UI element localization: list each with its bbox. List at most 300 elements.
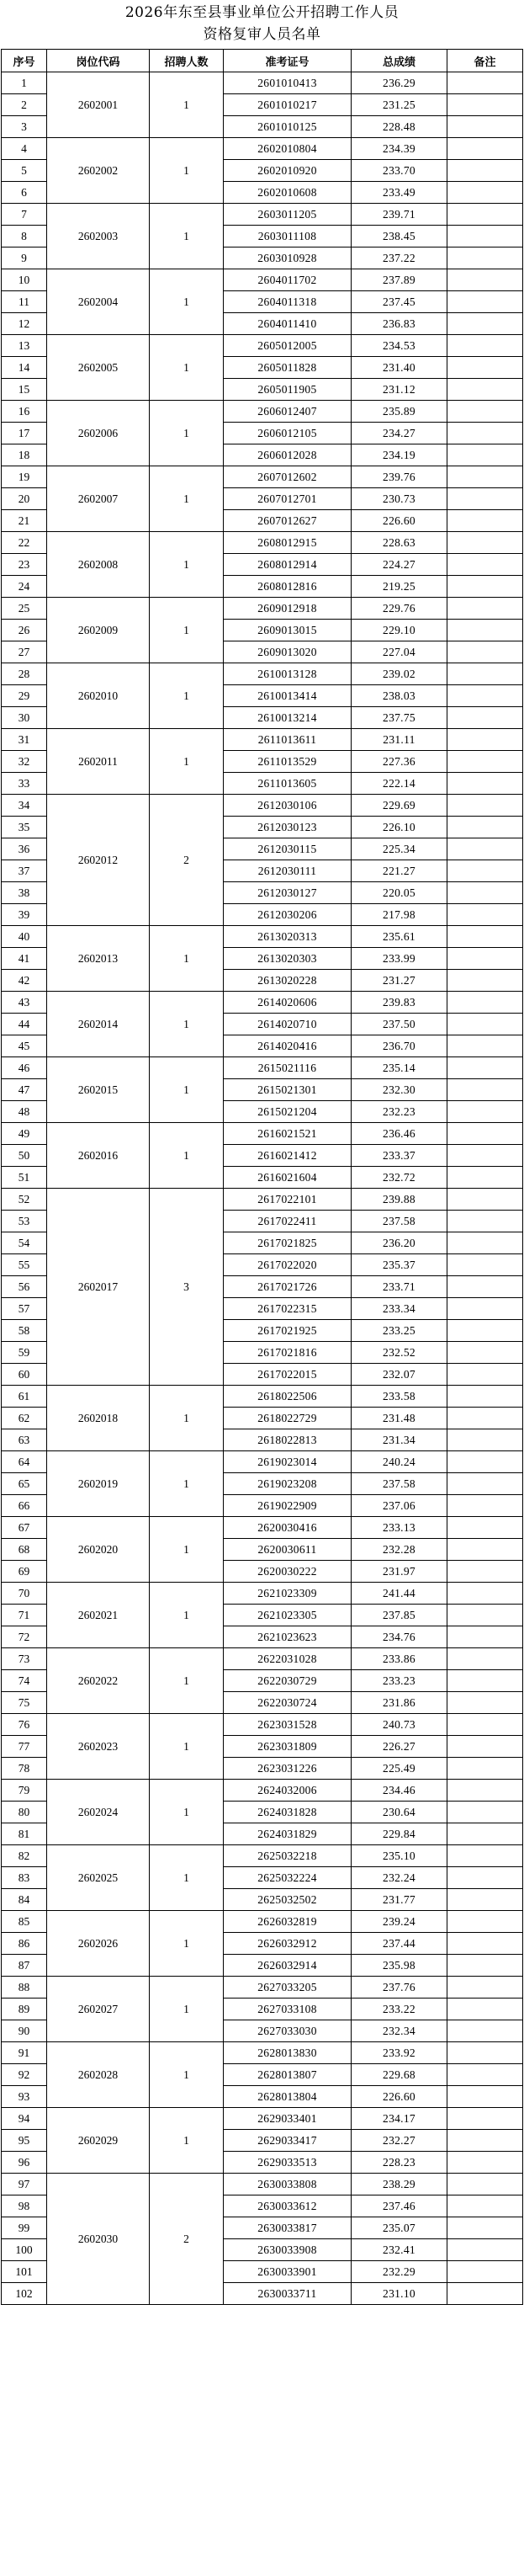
cell-remarks — [447, 247, 523, 269]
cell-total-score: 236.20 — [352, 1232, 447, 1254]
cell-total-score: 227.04 — [352, 641, 447, 663]
cell-total-score: 232.41 — [352, 2239, 447, 2261]
cell-seq: 14 — [2, 357, 47, 379]
cell-seq: 35 — [2, 817, 47, 838]
cell-total-score: 233.22 — [352, 1999, 447, 2020]
cell-exam-id: 2627033205 — [224, 1977, 352, 1999]
cell-exam-id: 2612030115 — [224, 838, 352, 860]
cell-exam-id: 2621023305 — [224, 1605, 352, 1626]
cell-seq: 28 — [2, 663, 47, 685]
cell-seq: 81 — [2, 1823, 47, 1845]
cell-seq: 20 — [2, 488, 47, 510]
cell-remarks — [447, 882, 523, 904]
cell-post-code: 2602029 — [47, 2108, 150, 2174]
cell-quota: 3 — [150, 1189, 224, 1386]
cell-exam-id: 2622031028 — [224, 1648, 352, 1670]
cell-seq: 18 — [2, 444, 47, 466]
cell-exam-id: 2603011108 — [224, 226, 352, 247]
cell-seq: 31 — [2, 729, 47, 751]
cell-remarks — [447, 1626, 523, 1648]
cell-total-score: 231.40 — [352, 357, 447, 379]
cell-seq: 22 — [2, 532, 47, 554]
cell-post-code: 2602004 — [47, 269, 150, 335]
cell-total-score: 222.14 — [352, 773, 447, 795]
cell-seq: 29 — [2, 685, 47, 707]
cell-total-score: 231.12 — [352, 379, 447, 401]
cell-total-score: 235.07 — [352, 2217, 447, 2239]
cell-remarks — [447, 970, 523, 992]
cell-remarks — [447, 1101, 523, 1123]
table-header-row — [2, 50, 523, 72]
cell-remarks — [447, 1561, 523, 1583]
cell-seq: 37 — [2, 860, 47, 882]
cell-post-code: 2602017 — [47, 1189, 150, 1386]
cell-total-score: 225.49 — [352, 1758, 447, 1780]
cell-total-score: 240.73 — [352, 1714, 447, 1736]
cell-seq: 93 — [2, 2086, 47, 2108]
cell-total-score: 241.44 — [352, 1583, 447, 1605]
cell-seq: 65 — [2, 1473, 47, 1495]
cell-exam-id: 2630033908 — [224, 2239, 352, 2261]
cell-total-score: 231.86 — [352, 1692, 447, 1714]
cell-remarks — [447, 2174, 523, 2195]
cell-exam-id: 2608012914 — [224, 554, 352, 576]
cell-exam-id: 2601010125 — [224, 116, 352, 138]
cell-remarks — [447, 2195, 523, 2217]
cell-total-score: 232.34 — [352, 2020, 447, 2042]
cell-total-score: 235.98 — [352, 1955, 447, 1977]
cell-total-score: 237.75 — [352, 707, 447, 729]
cell-seq: 102 — [2, 2283, 47, 2305]
cell-total-score: 229.84 — [352, 1823, 447, 1845]
table-row — [2, 1451, 523, 1473]
cell-total-score: 234.76 — [352, 1626, 447, 1648]
cell-total-score: 235.14 — [352, 1057, 447, 1079]
cell-exam-id: 2622030729 — [224, 1670, 352, 1692]
table-row — [2, 269, 523, 291]
cell-exam-id: 2617022015 — [224, 1364, 352, 1386]
cell-remarks — [447, 641, 523, 663]
cell-total-score: 234.19 — [352, 444, 447, 466]
cell-total-score: 228.63 — [352, 532, 447, 554]
cell-remarks — [447, 291, 523, 313]
cell-post-code: 2602027 — [47, 1977, 150, 2042]
header-exam-id: 准考证号 — [224, 50, 352, 72]
cell-total-score: 232.30 — [352, 1079, 447, 1101]
cell-seq: 73 — [2, 1648, 47, 1670]
cell-total-score: 237.45 — [352, 291, 447, 313]
cell-total-score: 229.69 — [352, 795, 447, 817]
cell-total-score: 229.76 — [352, 598, 447, 620]
cell-seq: 60 — [2, 1364, 47, 1386]
cell-exam-id: 2614020416 — [224, 1035, 352, 1057]
cell-exam-id: 2610013128 — [224, 663, 352, 685]
cell-quota: 1 — [150, 1517, 224, 1583]
cell-total-score: 230.73 — [352, 488, 447, 510]
cell-post-code: 2602013 — [47, 926, 150, 992]
cell-seq: 63 — [2, 1429, 47, 1451]
cell-remarks — [447, 1933, 523, 1955]
table-row — [2, 1189, 523, 1211]
cell-post-code: 2602021 — [47, 1583, 150, 1648]
cell-exam-id: 2606012105 — [224, 423, 352, 444]
cell-seq: 62 — [2, 1408, 47, 1429]
cell-remarks — [447, 1254, 523, 1276]
cell-seq: 47 — [2, 1079, 47, 1101]
cell-post-code: 2602020 — [47, 1517, 150, 1583]
cell-quota: 1 — [150, 1977, 224, 2042]
cell-seq: 17 — [2, 423, 47, 444]
cell-remarks — [447, 1736, 523, 1758]
cell-total-score: 236.29 — [352, 72, 447, 94]
cell-total-score: 228.23 — [352, 2152, 447, 2174]
cell-remarks — [447, 444, 523, 466]
cell-exam-id: 2602010608 — [224, 182, 352, 204]
cell-total-score: 225.34 — [352, 838, 447, 860]
table-row — [2, 992, 523, 1014]
cell-remarks — [447, 1780, 523, 1802]
cell-seq: 98 — [2, 2195, 47, 2217]
cell-post-code: 2602010 — [47, 663, 150, 729]
cell-remarks — [447, 773, 523, 795]
cell-exam-id: 2620030416 — [224, 1517, 352, 1539]
cell-seq: 32 — [2, 751, 47, 773]
cell-remarks — [447, 313, 523, 335]
cell-seq: 43 — [2, 992, 47, 1014]
cell-exam-id: 2628013804 — [224, 2086, 352, 2108]
cell-remarks — [447, 904, 523, 926]
cell-seq: 49 — [2, 1123, 47, 1145]
cell-seq: 42 — [2, 970, 47, 992]
cell-total-score: 237.50 — [352, 1014, 447, 1035]
cell-seq: 94 — [2, 2108, 47, 2130]
table-row — [2, 795, 523, 817]
cell-quota: 1 — [150, 1911, 224, 1977]
cell-post-code: 2602030 — [47, 2174, 150, 2305]
cell-seq: 48 — [2, 1101, 47, 1123]
cell-total-score: 234.53 — [352, 335, 447, 357]
cell-total-score: 231.77 — [352, 1889, 447, 1911]
cell-seq: 23 — [2, 554, 47, 576]
cell-seq: 12 — [2, 313, 47, 335]
title-line-1: 2026年东至县事业单位公开招聘工作人员 — [124, 4, 400, 21]
cell-quota: 1 — [150, 138, 224, 204]
cell-total-score: 232.07 — [352, 1364, 447, 1386]
cell-total-score: 232.28 — [352, 1539, 447, 1561]
cell-post-code: 2602016 — [47, 1123, 150, 1189]
cell-exam-id: 2615021204 — [224, 1101, 352, 1123]
cell-total-score: 233.49 — [352, 182, 447, 204]
cell-exam-id: 2616021604 — [224, 1167, 352, 1189]
table-row — [2, 1648, 523, 1670]
cell-quota: 1 — [150, 72, 224, 138]
cell-quota: 1 — [150, 1714, 224, 1780]
cell-remarks — [447, 2042, 523, 2064]
cell-total-score: 233.70 — [352, 160, 447, 182]
cell-quota: 1 — [150, 1123, 224, 1189]
table-row — [2, 138, 523, 160]
cell-total-score: 232.52 — [352, 1342, 447, 1364]
cell-remarks — [447, 1517, 523, 1539]
cell-exam-id: 2608012816 — [224, 576, 352, 598]
cell-exam-id: 2609012918 — [224, 598, 352, 620]
cell-quota: 1 — [150, 532, 224, 598]
cell-remarks — [447, 510, 523, 532]
cell-post-code: 2602024 — [47, 1780, 150, 1845]
cell-seq: 40 — [2, 926, 47, 948]
cell-remarks — [447, 116, 523, 138]
cell-post-code: 2602011 — [47, 729, 150, 795]
cell-exam-id: 2601010413 — [224, 72, 352, 94]
cell-exam-id: 2619023208 — [224, 1473, 352, 1495]
cell-exam-id: 2617021726 — [224, 1276, 352, 1298]
cell-remarks — [447, 1232, 523, 1254]
cell-total-score: 237.89 — [352, 269, 447, 291]
cell-seq: 5 — [2, 160, 47, 182]
table-row — [2, 466, 523, 488]
cell-exam-id: 2617022020 — [224, 1254, 352, 1276]
table-row — [2, 729, 523, 751]
cell-seq: 7 — [2, 204, 47, 226]
cell-remarks — [447, 182, 523, 204]
table-row — [2, 1057, 523, 1079]
cell-seq: 100 — [2, 2239, 47, 2261]
cell-quota: 1 — [150, 466, 224, 532]
cell-remarks — [447, 838, 523, 860]
cell-remarks — [447, 663, 523, 685]
cell-seq: 15 — [2, 379, 47, 401]
cell-seq: 75 — [2, 1692, 47, 1714]
cell-remarks — [447, 94, 523, 116]
cell-total-score: 233.13 — [352, 1517, 447, 1539]
cell-remarks — [447, 1342, 523, 1364]
cell-exam-id: 2602010920 — [224, 160, 352, 182]
cell-remarks — [447, 576, 523, 598]
cell-exam-id: 2612030123 — [224, 817, 352, 838]
cell-exam-id: 2624031828 — [224, 1802, 352, 1823]
cell-remarks — [447, 1955, 523, 1977]
cell-seq: 30 — [2, 707, 47, 729]
cell-post-code: 2602003 — [47, 204, 150, 269]
cell-total-score: 232.23 — [352, 1101, 447, 1123]
cell-remarks — [447, 2020, 523, 2042]
cell-exam-id: 2619022909 — [224, 1495, 352, 1517]
table-row — [2, 1977, 523, 1999]
cell-seq: 70 — [2, 1583, 47, 1605]
cell-quota: 1 — [150, 2108, 224, 2174]
cell-remarks — [447, 598, 523, 620]
cell-exam-id: 2623031226 — [224, 1758, 352, 1780]
cell-exam-id: 2617021925 — [224, 1320, 352, 1342]
table-row — [2, 926, 523, 948]
cell-total-score: 239.76 — [352, 466, 447, 488]
cell-seq: 86 — [2, 1933, 47, 1955]
cell-remarks — [447, 72, 523, 94]
table-row — [2, 2108, 523, 2130]
cell-post-code: 2602001 — [47, 72, 150, 138]
table-row — [2, 598, 523, 620]
cell-seq: 51 — [2, 1167, 47, 1189]
cell-total-score: 234.17 — [352, 2108, 447, 2130]
cell-quota: 1 — [150, 269, 224, 335]
cell-remarks — [447, 204, 523, 226]
cell-remarks — [447, 685, 523, 707]
cell-total-score: 233.71 — [352, 1276, 447, 1298]
cell-quota: 1 — [150, 1845, 224, 1911]
cell-total-score: 238.45 — [352, 226, 447, 247]
cell-exam-id: 2616021521 — [224, 1123, 352, 1145]
cell-exam-id: 2612030127 — [224, 882, 352, 904]
cell-seq: 90 — [2, 2020, 47, 2042]
cell-total-score: 234.46 — [352, 1780, 447, 1802]
cell-post-code: 2602008 — [47, 532, 150, 598]
cell-remarks — [447, 1714, 523, 1736]
cell-seq: 8 — [2, 226, 47, 247]
cell-post-code: 2602019 — [47, 1451, 150, 1517]
cell-remarks — [447, 1670, 523, 1692]
cell-remarks — [447, 379, 523, 401]
cell-seq: 77 — [2, 1736, 47, 1758]
cell-total-score: 232.27 — [352, 2130, 447, 2152]
cell-post-code: 2602009 — [47, 598, 150, 663]
cell-seq: 83 — [2, 1867, 47, 1889]
cell-total-score: 238.03 — [352, 685, 447, 707]
cell-exam-id: 2610013214 — [224, 707, 352, 729]
cell-total-score: 235.89 — [352, 401, 447, 423]
cell-exam-id: 2621023623 — [224, 1626, 352, 1648]
cell-post-code: 2602023 — [47, 1714, 150, 1780]
cell-remarks — [447, 466, 523, 488]
cell-exam-id: 2625032218 — [224, 1845, 352, 1867]
cell-seq: 57 — [2, 1298, 47, 1320]
cell-exam-id: 2618022729 — [224, 1408, 352, 1429]
cell-exam-id: 2605011905 — [224, 379, 352, 401]
cell-seq: 13 — [2, 335, 47, 357]
cell-total-score: 229.10 — [352, 620, 447, 641]
cell-seq: 39 — [2, 904, 47, 926]
cell-remarks — [447, 2086, 523, 2108]
cell-seq: 27 — [2, 641, 47, 663]
cell-seq: 101 — [2, 2261, 47, 2283]
cell-seq: 72 — [2, 1626, 47, 1648]
table-row — [2, 204, 523, 226]
cell-remarks — [447, 2283, 523, 2305]
cell-total-score: 220.05 — [352, 882, 447, 904]
cell-remarks — [447, 357, 523, 379]
cell-total-score: 237.06 — [352, 1495, 447, 1517]
cell-remarks — [447, 948, 523, 970]
cell-remarks — [447, 2217, 523, 2239]
cell-quota: 1 — [150, 1451, 224, 1517]
cell-post-code: 2602012 — [47, 795, 150, 926]
cell-exam-id: 2618022813 — [224, 1429, 352, 1451]
cell-remarks — [447, 1408, 523, 1429]
cell-seq: 54 — [2, 1232, 47, 1254]
cell-remarks — [447, 1802, 523, 1823]
cell-remarks — [447, 1495, 523, 1517]
cell-remarks — [447, 423, 523, 444]
cell-quota: 1 — [150, 926, 224, 992]
cell-exam-id: 2619023014 — [224, 1451, 352, 1473]
cell-exam-id: 2611013605 — [224, 773, 352, 795]
cell-total-score: 226.60 — [352, 2086, 447, 2108]
cell-quota: 2 — [150, 795, 224, 926]
cell-remarks — [447, 532, 523, 554]
cell-exam-id: 2623031809 — [224, 1736, 352, 1758]
cell-seq: 74 — [2, 1670, 47, 1692]
cell-total-score: 231.10 — [352, 2283, 447, 2305]
cell-remarks — [447, 1583, 523, 1605]
cell-remarks — [447, 1473, 523, 1495]
cell-post-code: 2602025 — [47, 1845, 150, 1911]
cell-total-score: 240.24 — [352, 1451, 447, 1473]
cell-quota: 1 — [150, 729, 224, 795]
cell-quota: 1 — [150, 1583, 224, 1648]
cell-remarks — [447, 2239, 523, 2261]
table-row — [2, 1123, 523, 1145]
cell-remarks — [447, 269, 523, 291]
cell-total-score: 219.25 — [352, 576, 447, 598]
table-row — [2, 1583, 523, 1605]
cell-exam-id: 2607012701 — [224, 488, 352, 510]
table-row — [2, 1714, 523, 1736]
table-row — [2, 1517, 523, 1539]
cell-quota: 1 — [150, 401, 224, 466]
cell-total-score: 233.23 — [352, 1670, 447, 1692]
cell-total-score: 233.37 — [352, 1145, 447, 1167]
cell-remarks — [447, 335, 523, 357]
cell-exam-id: 2602010804 — [224, 138, 352, 160]
table-row — [2, 1845, 523, 1867]
cell-total-score: 233.92 — [352, 2042, 447, 2064]
document-title — [0, 0, 524, 49]
cell-total-score: 237.46 — [352, 2195, 447, 2217]
cell-total-score: 233.99 — [352, 948, 447, 970]
cell-remarks — [447, 1298, 523, 1320]
cell-total-score: 239.02 — [352, 663, 447, 685]
cell-exam-id: 2611013611 — [224, 729, 352, 751]
cell-seq: 41 — [2, 948, 47, 970]
cell-seq: 3 — [2, 116, 47, 138]
title-line-2: 资格复审人员名单 — [203, 26, 321, 43]
cell-total-score: 235.10 — [352, 1845, 447, 1867]
cell-total-score: 237.58 — [352, 1473, 447, 1495]
cell-total-score: 230.64 — [352, 1802, 447, 1823]
cell-quota: 2 — [150, 2174, 224, 2305]
cell-exam-id: 2613020303 — [224, 948, 352, 970]
cell-exam-id: 2630033808 — [224, 2174, 352, 2195]
cell-total-score: 234.39 — [352, 138, 447, 160]
cell-remarks — [447, 138, 523, 160]
cell-exam-id: 2628013830 — [224, 2042, 352, 2064]
cell-total-score: 235.37 — [352, 1254, 447, 1276]
cell-seq: 36 — [2, 838, 47, 860]
cell-exam-id: 2609013015 — [224, 620, 352, 641]
cell-quota: 1 — [150, 335, 224, 401]
cell-seq: 53 — [2, 1211, 47, 1232]
cell-quota: 1 — [150, 1386, 224, 1451]
table-row — [2, 1780, 523, 1802]
cell-seq: 95 — [2, 2130, 47, 2152]
cell-total-score: 236.70 — [352, 1035, 447, 1057]
cell-seq: 59 — [2, 1342, 47, 1364]
cell-remarks — [447, 992, 523, 1014]
cell-seq: 58 — [2, 1320, 47, 1342]
cell-remarks — [447, 1605, 523, 1626]
cell-seq: 46 — [2, 1057, 47, 1079]
cell-exam-id: 2603011205 — [224, 204, 352, 226]
cell-exam-id: 2626032819 — [224, 1911, 352, 1933]
